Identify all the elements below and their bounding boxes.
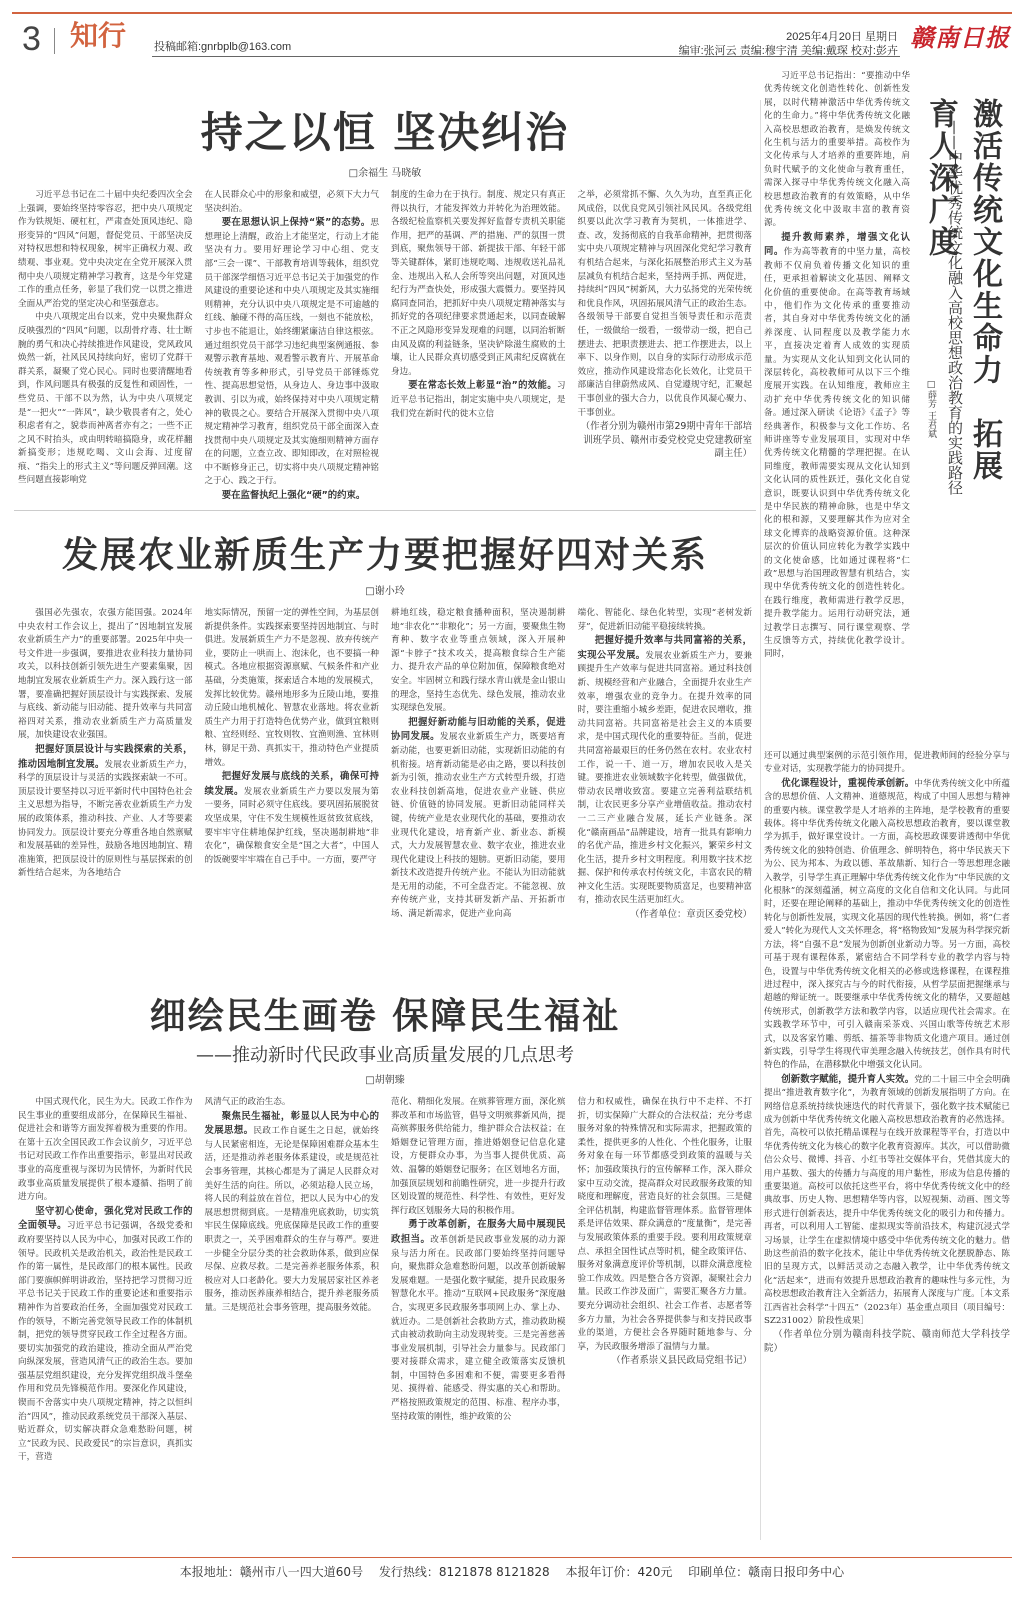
footer-printer: 印刷单位：赣南日报印务中心	[688, 1565, 845, 1579]
paragraph	[764, 231, 910, 662]
paragraph	[764, 1073, 1010, 1329]
sidebar-title-line-2: 拓展育人深广度	[923, 98, 1002, 482]
top-rule	[12, 12, 1012, 14]
text-column	[18, 607, 193, 927]
section-keyline: 聚焦民生福祉，彰显以人民为中心的发展思想。	[204, 1110, 379, 1137]
paragraph-text: 在人民群众心中的形象和威望，必须下大力气坚决纠治。	[204, 190, 379, 214]
paragraph	[391, 1096, 566, 1218]
submission-email[interactable]: 投稿邮箱:gnrbplb@163.com	[154, 41, 292, 53]
text-column	[578, 607, 753, 927]
masthead	[14, 18, 1010, 60]
paragraph	[578, 634, 753, 908]
article-3	[14, 950, 756, 1530]
paragraph	[764, 750, 1010, 777]
paragraph-text: 发展农业新质生产力要以发展为第一要务，同时必须守住底线。要巩固拓展脱贫攻坚成果，守住不发生规模性返贫致贫底线，要牢牢守住耕地保护红线，坚决遏制耕地“非农化”，确保粮食安全是“国之大者”，中国人的饭碗要牢牢端在自己手中。一方面，要严守	[204, 786, 379, 865]
main-articles	[14, 70, 756, 1530]
paragraph	[18, 743, 193, 881]
column-divider	[760, 100, 761, 1540]
paragraph	[391, 607, 566, 716]
paragraph-text: 习近平总书记在二十届中央纪委四次全会上强调，要始终坚持零容忍，把中央八项规定作为铁规矩、硬杠杠，严肃查处顶风违纪、隐形变异的“四风”问题，督促党员、干部坚决反对特权思想和特权现象，树牢正确权力观、政绩观、事业观。党中央决定在全党开展深入贯彻中央八项规定精神学习教育，这是今年党建工作的重点任务，彰显了我们党一以贯之推进全面从严治党的坚定决心和坚强意志。	[18, 190, 193, 309]
page-number: 3	[22, 20, 41, 58]
paragraph-text: 发展农业新质生产力，要兼顾提升生产效率与促进共同富裕。通过科技创新、规模经营和产业融合，全面提升农业生产效率，增强农业的竞争力。在提升效率的同时，要注重缩小城乡差距，促进农民增收，推动共同富裕。共同富裕是社会主义的本质要求，是中国式现代化的重要特征。当前，促进共同富裕最艰巨的任务仍然在农村。农业农村工作，说一千、道一万，增加农民收入是关键。要推进农业领域数字化转型，做强做优，带动农民增收致富。要建立完善利益联结机制，让农民更多分享产业增值收益。推动农村一二三产业融合发展，延长产业链条。深化“赣南画品”品牌建设，培育一批具有影响力的名优产品，推进乡村文化振兴，繁荣乡村文化生活，提升乡村文明程度。利用数字技术挖掘、保护和传承农村传统文化，丰富农民的精神文化生活。实现既要物质富足，也要精神富有，推动农民生活更加红火。	[577, 650, 752, 906]
paragraph	[205, 607, 380, 770]
sidebar-article-body-top	[764, 70, 910, 750]
section-keyline: 勇于改革创新，在服务大局中展现民政担当。	[391, 1219, 566, 1245]
paragraph-text: 范化、精细化发展。在殡葬管理方面，深化殡葬改革和市场监管，倡导文明殡葬新风尚，提高殡葬服务供给能力，维护群众合法权益；在婚姻登记管理方面，推进婚姻登记信息化建设，方便群众办事，为当事人提供优质、高效、温馨的婚姻登记服务；在区划地名方面，加强顶层规划和前瞻性研究，进一步提升行政区划设置的规范性、科学性、有效性，更好发挥行政区划服务大局的积极作用。	[391, 1097, 566, 1216]
paragraph	[578, 189, 753, 420]
paragraph-text: 发展农业新质生产力，科学的顶层设计与灵活的实践探索缺一不可。顶层设计要坚持以习近平新时代中国特色社会主义思想为指导，不断完善农业新质生产力发展的政策体系，推动科技、产业、人才等要素协同发力。顶层设计要充分尊重各地自然禀赋和发展基础的差异性，鼓励各地因地制宜、精准施策，把顶层设计的原则性与基层探索的创新性结合起来，为各地结合	[18, 759, 193, 879]
footer	[0, 1563, 1024, 1580]
author-note: （作者分别为赣州市第29期中青年干部培训班学员、赣州市委党校党史党建教研室副主任）	[580, 421, 752, 460]
paragraph	[391, 716, 566, 922]
text-column	[391, 1096, 566, 1596]
bottom-rule	[12, 1557, 1012, 1558]
section-keyline: 坚守初心使命，强化党对民政工作的全面领导。	[18, 1205, 193, 1232]
paragraph	[18, 189, 193, 311]
author-note: （作者单位：章贡区委党校）	[630, 909, 752, 921]
paragraph-text: 发展农业新质生产力，既要培育新动能，也要更新旧动能，实现新旧动能的有机衔接。培育新动能是必由之路，要以科技创新为引领，推动农业生产方式转型升级，打造农业科技创新高地，促进农业产业链、供应链、价值链的协同发展。更新旧动能同样关键，传统产业是农业现代化的基础，要推动农业现代化建设，培育新产业、新业态、新模式，大力发展智慧农业、数字农业，推进农业现代化建设上科技的翅膀。更新旧动能，要用新技术改造提升传统产业。不能认为旧动能就是无用的动能，不可全盘否定。不能忽视、放弃传统产业，支持其研发新产品、开拓新市场、满足新需求，促进产业向高	[391, 732, 566, 920]
author-note: （作者单位分别为赣南科技学院、赣南师范大学科技学院）	[764, 1329, 1010, 1354]
text-column	[18, 1096, 193, 1596]
paragraph-text: 党的二十届三中全会明确提出“推进教育数字化”，为教育领域的创新发展指明了方向。在网络信息系统持续快速迭代的时代背景下，强化数字技术赋能已成为创新中华优秀传统文化融入高校思想政治教育的必然选择。首先，高校可以依托精品课程与在线开放课程等平台，打造以中华优秀传统文化为核心的数字化教育资源库。其次，可以借助微信公众号、微博、抖音、小红书等社交媒体平台，凭借其庞大的用户基数、强大的传播力与高度的用户黏性，形成为信息传播的重要渠道。高校可以依托这些平台，将中华优秀传统文化中的经典故事、历史人物、思想精华等内容，以短视频、动画、图文等形式进行创新表达，提升中华优秀传统文化的吸引力和传播力。再者，可以利用人工智能、虚拟现实等前沿技术，构建沉浸式学习场景，让学生在虚拟情境中感受中华优秀传统文化的魅力。借助这些前沿的数字化技术，能让中华优秀传统文化摆脱静态、陈旧的呈现方式，以鲜活灵动之态融入教学，让中华优秀传统文化“活起来”，进而有效提升思想政治教育的趣味性与多元性，为高校思想政治教育注入全新活力，拓展育人深度与广度。［本文系江西省社会科学“十四五”（2023年）基金重点项目（项目编号：SZ231002）阶段性成果］	[764, 1074, 1010, 1327]
section-keyline: 优化课程设计，重视传承创新。	[781, 777, 915, 789]
paragraph	[391, 379, 566, 421]
text-column	[205, 1096, 380, 1596]
article-3-subtitle: ——推动新时代民政事业高质量发展的几点思考	[196, 1045, 574, 1066]
paragraph	[764, 777, 1010, 1073]
paragraph	[205, 489, 380, 504]
article-2	[14, 510, 756, 921]
author-note: （作者系崇义县民政局党组书记）	[611, 1355, 752, 1367]
text-column	[18, 189, 193, 489]
paragraph	[764, 70, 910, 231]
footer-price: 本报年订价：420元	[565, 1565, 673, 1579]
sidebar-article-body-bottom	[764, 750, 1010, 1530]
section-keyline: 要在常态长效上彰显“治”的效能。	[408, 380, 557, 392]
paragraph-text: 习近平总书记指出：“要推动中华优秀传统文化创造性转化、创新性发展，以时代精神激活中华优秀传统文化的生命力。”将中华优秀传统文化融入高校思想政治教育，是焕发传统文化生机与活力的重要举措。高校作为文化传承与人才培养的重要阵地，肩负时代赋予的文化使命与教育重任，需深入探寻中华优秀传统文化融入高校思想政治教育的有效策略，从中华优秀传统文化中汲取丰富的教育资源。	[764, 71, 910, 229]
paragraph	[205, 216, 380, 489]
paragraph	[18, 607, 193, 743]
paragraph-text: 作为高等教育的中坚力量，高校教师不仅肩负着传播文化知识的重任，更承担着解读文化基因、阐释文化价值的重要使命。在高等教育场域中，他们作为文化传承的重要推动者，其自身对中华优秀传统文化的涵养深度、认同程度以及教学能力水平，直接决定着育人成效的实现质量。为实现从文化认知到文化认同的深层转化，高校教师可从以下三个维度展开实践。在认知维度，教师应主动扩充中华优秀传统文化的知识储备。通过深入研读《论语》《孟子》等经典著作，积极参与文化工作坊、名师讲座等专业发展项目，实现对中华优秀传统文化精髓的学理把握。在认同维度，教师需要实现从文化认知到文化认同的质性跃迁，强化文化自觉意识，既要认识到中华优秀传统文化是中华民族的精神命脉，也是中华文化的根和源，又要理解其作为应对全球文化博弈的战略资源价值。这种深层次的价值认同应转化为教学实践中的文化使命感，比如通过课程将“仁政”思想与治国理政智慧有机结合，实现中华优秀传统文化的创造性转化。在践行维度，教师需进行教学反思，提升教学能力。运用行动研究法，通过教学日志撰写、同行课堂观察、学生反馈等方式，持续优化教学设计。同时，	[764, 247, 910, 660]
text-column	[204, 189, 380, 502]
paragraph-text: 制度的生命力在于执行。制度、规定只有真正得以执行，才能发挥效力并转化为治理效能。各级纪检监察机关要发挥好监督专责机关职能作用，把严的基调、严的措施、严的氛围一贯到底，聚焦领导干部、新提拔干部、年轻干部等关键群体，紧盯违规吃喝、违规收送礼品礼金、违规出入私人会所等突出问题，对顶风违纪行为严查快处，形成强大震慑力。要坚持风腐同查同治，把抓好中央八项规定精神落实与抓好党的各项纪律要求贯通起来，以同查破解不正之风隐形变异发现难的问题，以同治斩断由风及腐的利益链条，坚决铲除滋生腐败的土壤，让人民群众真切感受到正风肃纪反腐就在身边。	[391, 190, 566, 377]
issue-date: 2025年4月20日 星期日	[786, 31, 898, 43]
section-name: 知行	[70, 19, 127, 52]
paragraph-text: 之举，必须常抓不懈、久久为功，直至真正化风成俗，以优良党风引领社风民风。各级党组织要以此次学习教育为契机，一体推进学、查、改，发扬彻底的自我革命精神，把贯彻落实中央八项规定精神与巩固深化党纪学习教育有机结合起来，与深化拓展整治形式主义为基层减负有机结合起来，坚持两手抓、两促进，持续纠“四风”树新风，大力弘扬党的光荣传统和优良作风，巩固拓展风清气正的政治生态。各级领导干部要自觉担当领导责任和示范责任，一级做给一级看，一级带动一级，把自己摆进去、把职责摆进去、把工作摆进去，以上率下、以身作则，以自身的实际行动形成示范效应，推动作风建设常态化长效化，让党员干部廉洁自律蔚然成风、自觉遵规守纪，汇聚起干事创业的强大合力，以优良作风凝心聚力、干事创业。	[577, 190, 752, 418]
section-keyline: 把握好发展与底线的关系，确保可持续发展。	[204, 771, 379, 797]
paragraph	[18, 1096, 193, 1205]
editorial-staff: 编审:张河云 责编:穆宇清 美编:戴琛 校对:彭卉	[678, 45, 898, 57]
paragraph-text: 强国必先强农，农强方能国强。2024年中央农村工作会议上，提出了“因地制宜发展农业新质生产力”的重要部署。2025年中央一号文件进一步强调，要推进农业科技力量协同攻关，以科技创新引领先进生产要素集聚，因地制宜发展农业新质生产力。深入践行这一部署，要准确把握好顶层设计与实践探索、发展与底线、新动能与旧动能、提升效率与共同富裕四对关系，推动农业新质生产力高质量发展，加快建设农业强国。	[18, 608, 193, 741]
paragraph-text: 思想理论上清醒，政治上才能坚定，行动上才能坚决有力。要用好理论学习中心组、党支部“三会一课”、干部教育培训等载体，组织党员干部深学细悟习近平总书记关于加强党的作风建设的重要论述和中央八项规定及其实施细则精神，充分认识中央八项规定是不可逾越的红线、触碰不得的高压线，一刻也不能放松，寸步也不能退让，始终绷紧廉洁自律这根弦。通过组织党员干部学习违纪典型案例通报、参观警示教育基地、观看警示教育片、开展革命传统教育等多种形式，引导党员干部锤炼党性、提高思想觉悟，从身边人、身边事中汲取教训、引以为戒，始终保持对中央八项规定精神的敬畏之心。要结合开展深入贯彻中央八项规定精神学习教育，组织党员干部全面深入查找贯彻中央八项规定及其实施细则精神方面存在的问题，立查立改、即知即改，在对照检视中不断修身正己，切实将中央八项规定精神铭之于心、践之于行。	[204, 218, 379, 487]
paragraph	[391, 189, 566, 379]
article-1	[14, 70, 756, 510]
paragraph-text: 地实际情况，预留一定的弹性空间，为基层创新提供条件。实践探索要坚持因地制宜、与时俱进。发展新质生产力不是忽视、放弃传统产业，要防止一哄而上、泡沫化，也不要搞一种模式。各地应根据资源禀赋、气候条件和产业基础，分类施策，探索适合本地的发展模式，发挥比较优势。赣州地形多为丘陵山地，要推动丘陵山地机械化、智慧农业落地。将农业新质生产力用于打造特色优势产业，做到宜粮则粮、宜经则经、宜牧则牧、宜渔则渔、宜林则林，铆足干劲、真抓实干，推动特色产业提质增效。	[204, 608, 379, 768]
paragraph-text: 中华优秀传统文化中所蕴含的思想价值、人文精神、道德规范，构成了中国人思想与精神的重要内核。课堂教学是人才培养的主阵地，是学校教育的重要载体。将中华优秀传统文化融入高校思想政治教育，要以课堂教学为抓手，做好课堂设计。一方面，高校思政课要讲透彻中华优秀传统文化的独特创造、价值理念、鲜明特色，将中华民族天下为公、民为邦本、为政以德、革故鼎新、知行合一等思想理念融入教学，引导学生真正理解中华优秀传统文化作为“中华民族的文化根脉”的深刻蕴涵，树立高度的文化自信和文化认同。与此同时，还要在理论阐释的基础上，推动中华优秀传统文化的创造性转化与创新性发展，实现文化基因的现代性转换。例如，将“仁者爱人”转化为现代人文关怀理念，将“格物致知”发展为科学探究新方法，将“自强不息”发展为创新创业新动力等。另一方面，高校可基于现有课程体系，紧密结合不同学科专业的教学内容与特色，设置与中华优秀传统文化相关的必修或选修课程，在课程推进过程中，深入探究古与今的时代衔接，从哲学层面把握继承与超越的辩证统一。既要继承中华优秀传统文化的精华，又要超越传统形式，创新教学方法和教学内容，以适应现代社会需求。在实践教学环节中，可引入赣南采茶戏、兴国山歌等传统艺术形式，以及客家竹雕、剪纸、擂茶等非物质文化遗产项目。通过创新实践，引导学生将现代审美理念融入传统技艺，创作具有时代特色的作品，在潜移默化中增强文化认同。	[764, 778, 1010, 1071]
paragraph-text: 习近平总书记强调，各级党委和政府要坚持以人民为中心，加强对民政工作的领导。民政机关是政治机关，政治性是民政工作的第一属性，是民政部门的根本属性。民政部门要旗帜鲜明讲政治，坚持把学习贯彻习近平总书记关于民政工作的重要论述和重要指示精神作为首要政治任务，全面加强党对民政工作的领导，不断完善党领导民政工作的体制机制，把党的领导贯穿民政工作全过程各方面。要切实加强党的政治建设，推动全面从严治党向纵深发展，营造风清气正的政治生态。要加强基层党组织建设，充分发挥党组织战斗堡垒作用和党员先锋模范作用。要深化作风建设，锲而不舍落实中央八项规定精神，持之以恒纠治“四风”，推动民政系统党员干部深入基层、贴近群众，切实解决群众急难愁盼问题，树立“民政为民、民政爱民”的宗旨意识，真抓实干，营造	[18, 1221, 193, 1463]
section-keyline: 要在监督执纪上强化“硬”的约束。	[221, 490, 366, 502]
paragraph	[578, 607, 753, 634]
paragraph-text: 中国式现代化，民生为大。民政工作作为民生事业的重要组成部分，在保障民生福祉、促进社会和谐等方面发挥着极为重要的作用。在第十五次全国民政工作会议前夕，习近平总书记对民政工作作出重要指示，彰显出对民政事业的高度重视与深切为民情怀，为新时代民政事业高质量发展提供了根本遵循、指明了前进方向。	[18, 1097, 193, 1203]
text-column	[578, 1096, 753, 1596]
newspaper-logo: 赣南日报	[910, 23, 1010, 52]
section-keyline: 把握好新动能与旧动能的关系，促进协同发展。	[391, 716, 566, 743]
sidebar-title-block	[910, 70, 1010, 510]
section-keyline: 把握好提升效率与共同富裕的关系，实现公平发展。	[577, 635, 752, 661]
paragraph-text: 中央八项规定出台以来，党中央聚焦群众反映强烈的“四风”问题，以刮骨疗毒、壮士断腕的勇气和决心持续推进作风建设，党风政风焕然一新，社风民风持续向好，密切了党群干群关系，凝聚了党心民心。同时也要清醒地看到，作风问题具有极强的反复性和顽固性，一些党员、干部不以为然，认为中央八项规定是“一把火”“一阵风”，缺少敬畏者有之，处心积虑者有之，貌恭而神离者亦有之；一些不正之风不时抬头，或由明转暗搞隐身，或花样翻新搞变形；违规吃喝、文山会海、过度留痕、“指尖上的形式主义”等问题反弹回潮。这些问题直接影响党	[18, 312, 193, 486]
footer-address: 本报地址：赣州市八一四大道60号	[179, 1565, 364, 1579]
article-3-body	[14, 1096, 756, 1596]
paragraph	[205, 189, 380, 216]
paragraph	[205, 770, 380, 867]
section-keyline: 创新数字赋能，提升育人实效。	[781, 1073, 915, 1085]
sidebar-article-byline: □薛芳 王君斌	[926, 380, 936, 438]
paragraph	[578, 1096, 753, 1354]
section-keyline: 把握好顶层设计与实践探索的关系，推动因地制宜发展。	[18, 743, 193, 770]
paragraph-text: 还可以通过典型案例的示范引领作用，促进教师间的经验分享与专业对话，实现教学能力的协同提升。	[764, 751, 1010, 775]
section-keyline: 提升教师素养，增强文化认同。	[764, 231, 910, 258]
article-3-byline: □胡朝臻	[365, 1075, 405, 1086]
paragraph	[205, 1110, 380, 1316]
sidebar-article-subtitle: ——中华优秀传统文化融入高校思想政治教育的实践路径	[946, 120, 964, 495]
text-column	[578, 189, 753, 489]
article-2-title: 发展农业新质生产力要把握好四对关系	[61, 534, 708, 576]
paragraph	[205, 1096, 380, 1110]
article-2-body	[14, 607, 756, 927]
masthead-divider	[54, 28, 55, 54]
text-column	[391, 607, 566, 927]
sidebar-article	[764, 70, 1010, 1530]
paragraph-text: 风清气正的政治生态。	[204, 1097, 291, 1107]
paragraph	[391, 1218, 566, 1424]
paragraph-text: 信力和权威性，确保在执行中不走样、不打折，切实保障广大群众的合法权益；充分考虑服务对象的特殊情况和实际需求，把握政策的柔性，提供更多的人性化、个性化服务，让服务对象在每一环节都感受到政策的温暖与关怀；加强政策执行的宣传解释工作，深入群众家中互动交流，提高群众对民政服务政策的知晓度和理解度，营造良好的社会氛围。三是健全评估机制，构建监督管理体系。监督管理体系是评估效果、群众满意的“度量衡”，是完善与发展政策体系的重要手段。要利用政策规章点、承担全国性试点等时机，健全政策评估、服务对象满意度评价等机制，以群众满意度检验工作成效。四是整合各方资源，凝聚社会力量。民政工作涉及面广，需要汇聚各方力量。要充分调动社会组织、社会工作者、志愿者等多方力量，为社会各界提供参与和支持民政事业的渠道，方便社会各界随时随地参与、分享，为民政服务增添了温情与力量。	[577, 1097, 752, 1352]
paragraph-text: 端化、智能化、绿色化转型，实现“老树发新芽”，促进新旧动能平稳接续转换。	[577, 608, 752, 632]
sidebar-title-line-1: 激活传统文化生命力	[967, 98, 1002, 386]
paragraph	[18, 311, 193, 488]
paragraph-text: 习近平总书记指出，制定实施中央八项规定，是我们党在新时代的徙木立信	[391, 381, 566, 419]
article-1-body	[14, 189, 756, 502]
article-1-byline: □余福生 马晓敏	[348, 168, 422, 179]
paragraph-text: 耕地红线，稳定粮食播种面积，坚决遏制耕地“非农化”“非粮化”；另一方面，要聚焦生物育种、数字农业等重点领域，深入开展种源“卡脖子”技术攻关，提高粮食综合生产能力、提升农产品的单位附加值，保障粮食绝对安全。牢固树立和践行绿水青山就是金山银山的理念，坚持生态优先、绿色发展，推动农业实现绿色发展。	[391, 608, 566, 714]
sidebar-title-gap	[967, 386, 1002, 418]
paragraph-text: 改革创新是民政事业发展的动力源泉与活力所在。民政部门要始终坚持问题导向，聚焦群众急难愁盼问题，以改革创新破解发展难题。一是强化数字赋能，提升民政服务智慧化水平。推动“互联网+民政服务”深度融合，实现更多民政服务事项网上办、掌上办、就近办。二是创新社会救助方式，推动救助模式由被动救助向主动发现转变。三是完善慈善事业发展机制，引导社会力量参与。民政部门要对接群众需求，建立健全政策落实反馈机制，中国特色多困难和不便，需要更多看得见、摸得着、能感受、得实惠的关心和帮助。严格按照政策规定的范围、标准、程序办事，坚持政策的刚性，维护政策的公	[391, 1234, 566, 1422]
article-1-title: 持之以恒 坚决纠治	[200, 108, 570, 157]
footer-hotline: 发行热线：8121878 8121828	[378, 1565, 550, 1579]
article-3-title: 细绘民生画卷 保障民生福祉	[149, 995, 621, 1037]
article-2-byline: □谢小玲	[365, 586, 405, 597]
text-column	[205, 607, 380, 927]
paragraph-text: 民政工作自诞生之日起，就始终与人民紧密相连，无论是保障困难群众基本生活，还是推动养老服务体系建设，或是规范社会事务管理，其核心都是为了满足人民群众对美好生活的向往。所以，必须站稳人民立场，将人民的利益放在首位，把以人民为中心的发展思想贯彻到底。一是精准兜底救助，切实筑牢民生保障底线。兜底保障是民政工作的重要职责之一，关乎困难群众的生存与尊严。要进一步健全分层分类的社会救助体系，做到应保尽保、应救尽救。二是完善养老服务体系，积极应对人口老龄化。要大力发展居家社区养老服务，推动医养康养相结合，提升养老服务质量。三是规范社会事务管理，提高服务效能。	[204, 1126, 379, 1313]
paragraph	[18, 1205, 193, 1465]
text-column	[391, 189, 566, 489]
section-keyline: 要在思想认识上保持“紧”的态势。	[221, 217, 371, 229]
